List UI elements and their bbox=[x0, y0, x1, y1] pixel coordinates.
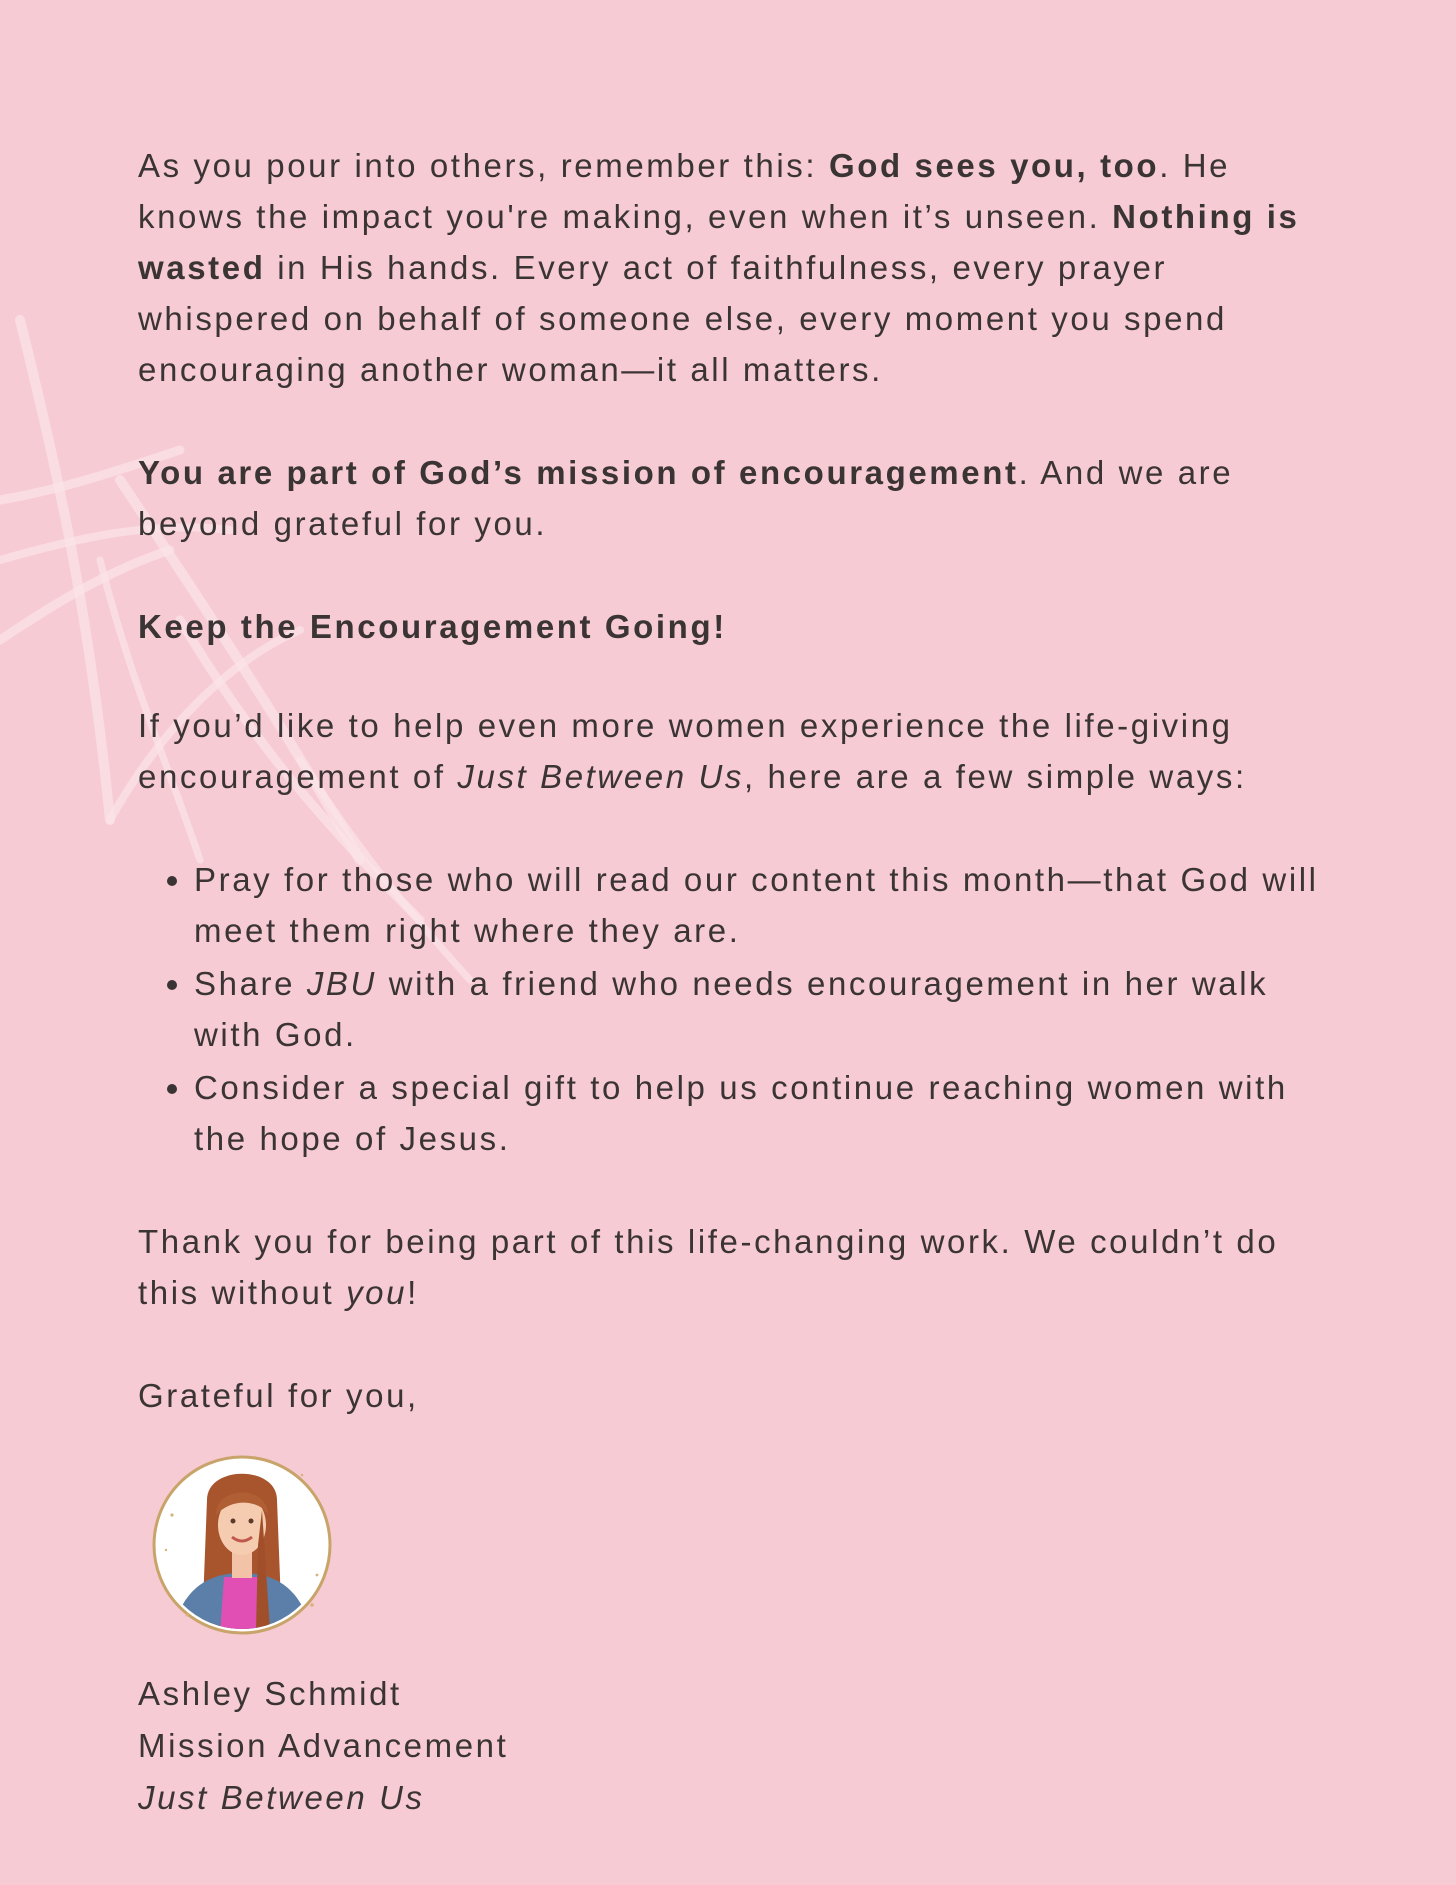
section-heading: Keep the Encouragement Going! bbox=[138, 608, 727, 645]
paragraph-god-sees-you bbox=[138, 140, 1338, 395]
paragraph-mission bbox=[138, 447, 1338, 549]
text: ! bbox=[407, 1274, 419, 1311]
text: with a friend who needs encouragement in her walk with God. bbox=[194, 965, 1269, 1053]
list-item bbox=[194, 854, 1338, 956]
list-item bbox=[194, 958, 1338, 1060]
author-name: Ashley Schmidt bbox=[138, 1675, 402, 1712]
author-title: Mission Advancement bbox=[138, 1727, 509, 1764]
text: in His hands. Every act of faithfulness, every prayer whispered on behalf of someone else, every moment you spend encouraging another woman—it all matters. bbox=[138, 249, 1227, 388]
closing-line: Grateful for you, bbox=[138, 1377, 419, 1414]
organization-name: Just Between Us bbox=[138, 1779, 425, 1816]
signature-block bbox=[138, 1668, 508, 1824]
paragraph-thank-you bbox=[138, 1216, 1338, 1318]
list-item bbox=[194, 1062, 1338, 1164]
italic-text: JBU bbox=[306, 965, 377, 1002]
italic-text: Just Between Us bbox=[457, 758, 745, 795]
text: Thank you for being part of this life-changing work. We couldn’t do this without bbox=[138, 1223, 1279, 1311]
bold-text: You are part of God’s mission of encouragement bbox=[138, 454, 1019, 491]
text: , here are a few simple ways: bbox=[744, 758, 1247, 795]
paragraph-help bbox=[138, 700, 1338, 802]
text: Pray for those who will read our content this month—that God will meet them right where they are. bbox=[194, 861, 1319, 949]
author-avatar bbox=[152, 1455, 332, 1635]
text: Consider a special gift to help us continue reaching women with the hope of Jesus. bbox=[194, 1069, 1288, 1157]
letter-body bbox=[138, 140, 1338, 1473]
text: If you’d like to help even more women experience the life-giving encouragement of bbox=[138, 707, 1233, 795]
bold-text: God sees you, too bbox=[828, 147, 1160, 184]
bold-text: Nothing is wasted bbox=[138, 198, 1300, 286]
text: . He knows the impact you're making, even when it’s unseen. bbox=[138, 147, 1231, 235]
italic-text: you bbox=[346, 1274, 408, 1311]
ways-list bbox=[138, 854, 1338, 1164]
text: Share bbox=[194, 965, 307, 1002]
text: As you pour into others, remember this: bbox=[138, 147, 829, 184]
text: . And we are beyond grateful for you. bbox=[138, 454, 1234, 542]
